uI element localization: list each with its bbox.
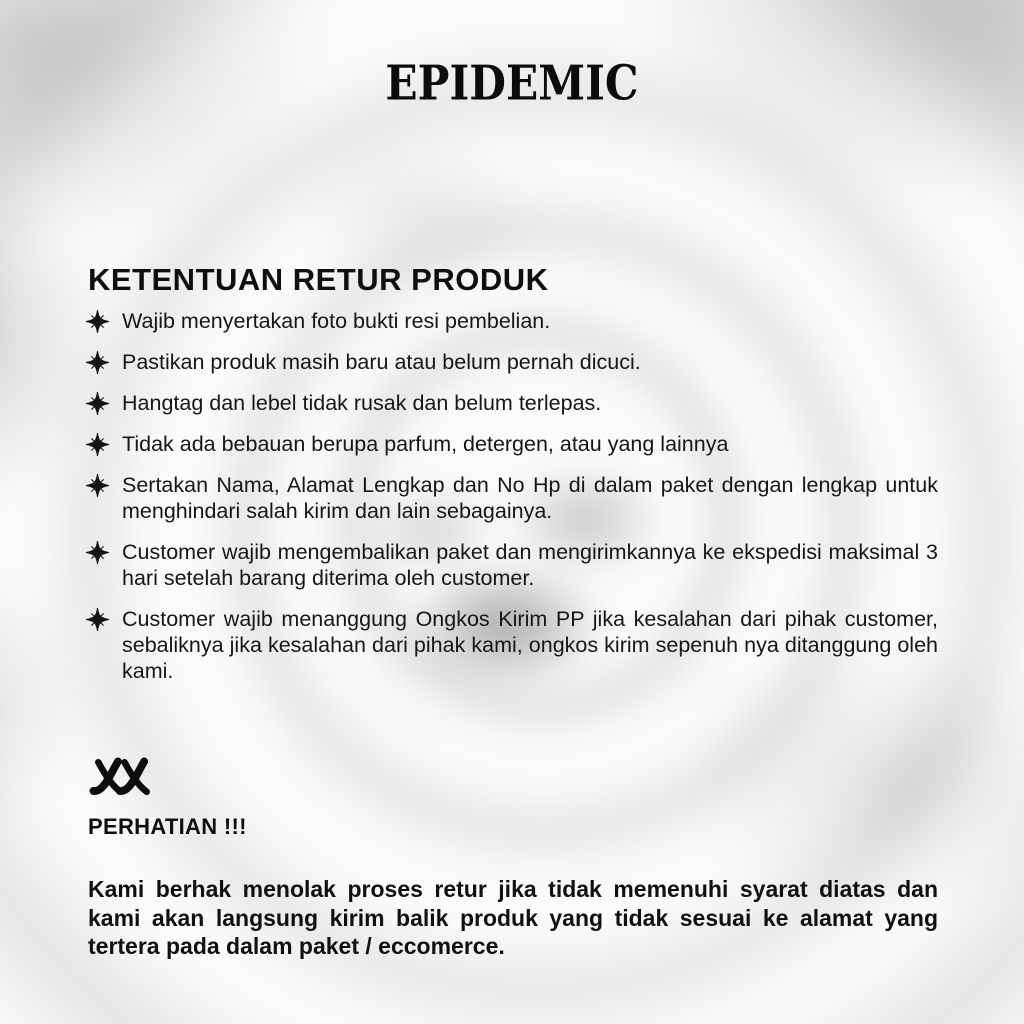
rule-text: Customer wajib menanggung Ongkos Kirim PP jika kesalahan dari pihak customer, sebaliknya jika kesalahan dari pihak kami, ongkos kirim sepenuh nya ditanggung oleh kami. <box>122 607 938 683</box>
return-rule-item <box>88 390 938 416</box>
double-x-scribble-icon <box>86 748 168 806</box>
sparkle-bullet-icon <box>86 541 109 564</box>
sparkle-bullet-icon <box>86 433 109 456</box>
sparkle-bullet-icon <box>86 351 109 374</box>
rule-text: Customer wajib mengembalikan paket dan mengirimkannya ke ekspedisi maksimal 3 hari setelah barang diterima oleh customer. <box>122 540 938 590</box>
rule-text: Hangtag dan lebel tidak rusak dan belum terlepas. <box>122 391 602 415</box>
rule-text: Wajib menyertakan foto bukti resi pembelian. <box>122 309 551 333</box>
page-title: KETENTUAN RETUR PRODUK <box>88 261 549 297</box>
return-rule-item <box>88 472 938 524</box>
sparkle-bullet-icon <box>86 608 109 631</box>
sparkle-bullet-icon <box>86 392 109 415</box>
attention-body: Kami berhak menolak proses retur jika tidak memenuhi syarat diatas dan kami akan langsung kirim balik produk yang tidak sesuai ke alamat yang tertera pada dalam paket / eccomerce. <box>88 876 938 959</box>
return-rule-item <box>88 431 938 457</box>
return-rule-item <box>88 308 938 334</box>
rule-text: Pastikan produk masih baru atau belum pernah dicuci. <box>122 350 641 374</box>
sparkle-bullet-icon <box>86 310 109 333</box>
rule-text: Tidak ada bebauan berupa parfum, detergen, atau yang lainnya <box>122 432 729 456</box>
attention-label: PERHATIAN !!! <box>88 814 247 839</box>
sparkle-bullet-icon <box>86 474 109 497</box>
return-rule-item <box>88 349 938 375</box>
return-rule-item <box>88 606 938 684</box>
return-rule-item <box>88 539 938 591</box>
brand-logo: EPIDEMIC <box>385 54 639 112</box>
rule-text: Sertakan Nama, Alamat Lengkap dan No Hp di dalam paket dengan lengkap untuk menghindari salah kirim dan lain sebagainya. <box>122 473 938 523</box>
return-rules-list <box>88 308 938 699</box>
